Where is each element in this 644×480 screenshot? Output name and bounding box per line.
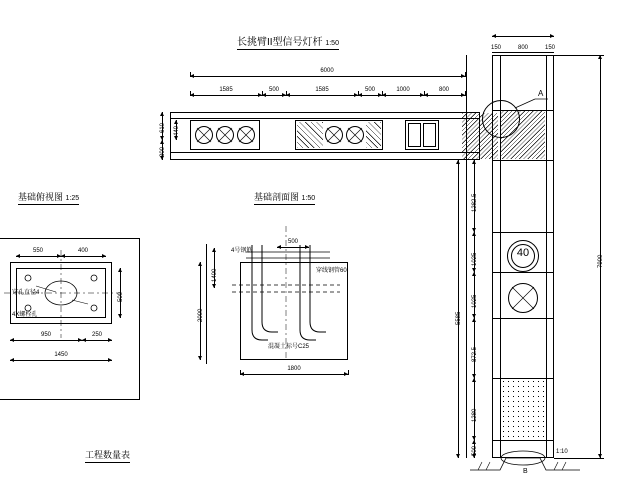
arm-seg-label-6: 800 bbox=[438, 87, 450, 93]
arm-seg-label-4: 500 bbox=[364, 87, 376, 93]
fp-dim-550-line bbox=[16, 256, 61, 257]
pole-total-left: 5585 bbox=[456, 311, 462, 325]
pole-top-dim-150-r: 150 bbox=[544, 45, 556, 51]
fp-dim-1450-line bbox=[10, 360, 112, 361]
arm-height-610: 610 bbox=[160, 122, 166, 133]
pole-dim-1282: 1282.5 bbox=[472, 193, 478, 212]
fs-dim-1400: 1400 bbox=[212, 268, 218, 282]
fp-dim-400: 400 bbox=[77, 248, 89, 254]
fs-note-rebar: 4号钢筋 bbox=[231, 248, 253, 254]
arm-seg-label-2: 500 bbox=[268, 87, 280, 93]
arm-seg-label-1: 1585 bbox=[219, 87, 233, 93]
fs-dim-1800: 1800 bbox=[287, 366, 301, 372]
fs-note-concrete: 混凝土标号C25 bbox=[268, 344, 310, 350]
main-title-scale: 1:50 bbox=[325, 40, 339, 47]
subtitle-foundation-plan-scale: 1:25 bbox=[65, 195, 80, 202]
fp-dim-250: 250 bbox=[91, 332, 103, 338]
fp-note-hole-dia: 穿孔直径4 bbox=[12, 290, 40, 296]
subtitle-foundation-section: 基础剖面图 bbox=[254, 192, 300, 202]
arm-height-300: 300 bbox=[160, 146, 166, 157]
pole-dim-500: 500 bbox=[472, 445, 478, 456]
pole-dim-1280: 1280 bbox=[472, 408, 478, 422]
fp-dim-550: 550 bbox=[32, 248, 44, 254]
fs-note-pipe: 穿线钢管60 bbox=[316, 268, 347, 274]
fp-dim-950-line bbox=[10, 340, 82, 341]
main-title: 长挑臂II型信号灯杆 bbox=[237, 37, 323, 48]
pole-dim-1025a: 1025 bbox=[472, 252, 478, 266]
subtitle-foundation-section-scale: 1:50 bbox=[301, 195, 316, 202]
pole-base-mark-b: B bbox=[523, 468, 528, 475]
pole-top-dim-800: 800 bbox=[517, 45, 529, 51]
pole-base-scale-label: 1:10 bbox=[556, 449, 568, 455]
arm-seg-label-5: 1000 bbox=[396, 87, 410, 93]
fs-dim-500: 500 bbox=[287, 239, 299, 245]
arm-height-440: 440 bbox=[174, 125, 180, 136]
fp-dim-950: 950 bbox=[40, 332, 52, 338]
arm-overall-dim: 6000 bbox=[320, 68, 334, 74]
pole-top-dim-150-l: 150 bbox=[490, 45, 502, 51]
subtitle-foundation-plan: 基础俯视图 bbox=[18, 192, 64, 202]
fp-dim-250-line bbox=[82, 340, 112, 341]
fp-dim-500: 500 bbox=[118, 291, 124, 302]
subtitle-quantity-table: 工程数量表 bbox=[85, 448, 130, 463]
pole-dim-8725: 872.5 bbox=[472, 346, 478, 362]
fp-note-bolt-holes: 4X螺栓孔 bbox=[12, 312, 38, 318]
speed-sign-value: 40 bbox=[516, 247, 530, 259]
fp-dim-1450: 1450 bbox=[54, 352, 68, 358]
pole-total-right: 7900 bbox=[598, 254, 604, 268]
arm-seg-label-3: 1585 bbox=[315, 87, 329, 93]
pole-dim-1025b: 1025 bbox=[472, 294, 478, 308]
fp-dim-400-line bbox=[61, 256, 106, 257]
detail-callout-a-label: A bbox=[538, 89, 544, 98]
fs-dim-2000: 2000 bbox=[198, 308, 204, 322]
